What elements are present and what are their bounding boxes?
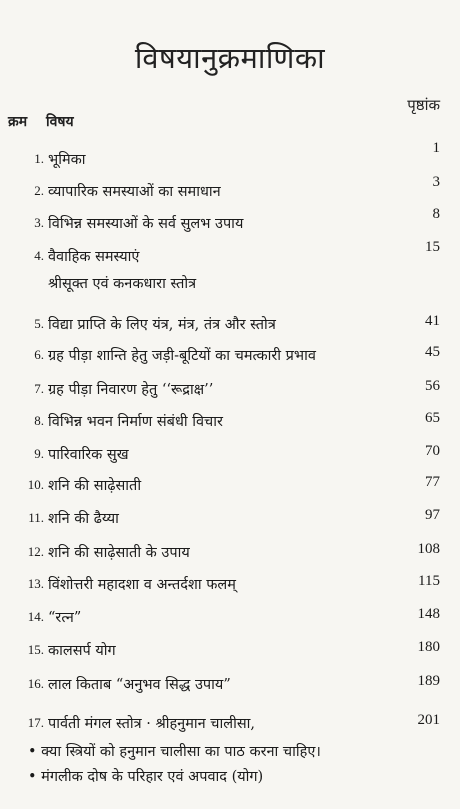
toc-row	[0, 573, 460, 597]
toc-row-subject: ग्रह पीड़ा निवारण हेतु ‘‘रूद्राक्ष’’	[48, 382, 214, 398]
toc-row	[0, 206, 460, 236]
toc-row	[0, 174, 460, 204]
toc-row-number: 9.	[34, 446, 44, 461]
toc-row-number: 11.	[28, 510, 44, 525]
toc-row-page: 56	[425, 378, 440, 394]
toc-row	[0, 443, 460, 467]
toc-row	[0, 239, 460, 292]
toc-row	[0, 410, 460, 434]
toc-row-subject: शनि की साढ़ेसाती	[48, 478, 142, 494]
toc-row-page: 70	[425, 443, 440, 459]
toc-row-page: 45	[425, 344, 440, 360]
toc-row	[0, 606, 460, 630]
toc-row-subline: श्रीसूक्त एवं कनकधारा स्तोत्र	[48, 276, 197, 292]
toc-row-page: 108	[417, 541, 440, 557]
column-header-number: क्रम	[8, 114, 28, 130]
page-title: विषयानुक्रमाणिका	[134, 41, 326, 75]
toc-row-number: 7.	[34, 381, 44, 396]
toc-row-number: 4.	[34, 248, 44, 263]
toc-row	[0, 344, 460, 368]
toc-row-page: 8	[432, 206, 440, 222]
toc-row	[0, 639, 460, 663]
toc-row	[0, 378, 460, 402]
toc-row-subject: शनि की ढैय्या	[48, 511, 119, 527]
toc-row-subject: लाल किताब “अनुभव सिद्ध उपाय”	[48, 677, 231, 693]
toc-row	[0, 507, 460, 531]
toc-row-number: 6.	[34, 347, 44, 362]
toc-row-subject: पार्वती मंगल स्तोत्र · श्रीहनुमान चालीसा,	[48, 716, 256, 732]
toc-row-subject: विभिन्न भवन निर्माण संबंधी विचार	[48, 414, 223, 430]
toc-row-subject: “रत्न”	[48, 610, 82, 626]
toc-row-number: 3.	[34, 215, 44, 230]
toc-row	[0, 712, 460, 736]
toc-row-subject: भूमिका	[48, 152, 86, 168]
toc-row	[0, 541, 460, 565]
toc-row-subject: विभिन्न समस्याओं के सर्व सुलभ उपाय	[48, 216, 244, 232]
toc-row-number: 15.	[27, 642, 44, 657]
toc-row-page: 189	[417, 673, 440, 689]
toc-row-page: 1	[432, 140, 440, 156]
toc-row-subject: विद्या प्राप्ति के लिए यंत्र, मंत्र, तंत्र और स्तोत्र	[48, 317, 276, 333]
toc-row-subject: कालसर्प योग	[48, 643, 116, 659]
toc-row-page: 77	[425, 474, 440, 490]
toc-row	[0, 673, 460, 697]
toc-row-subject: ग्रह पीड़ा शान्ति हेतु जड़ी-बूटियों का चमत्कारी प्रभाव	[48, 348, 316, 364]
toc-row-number: 10.	[27, 477, 44, 492]
column-header-page: पृष्ठांक	[407, 96, 440, 114]
toc-row-page: 148	[417, 606, 440, 622]
toc-row-subject: वैवाहिक समस्याएं	[48, 249, 140, 265]
toc-row-page: 115	[418, 573, 440, 589]
toc-row-number: 17.	[27, 715, 44, 730]
toc-row-number: 8.	[34, 413, 44, 428]
toc-row-number: 13.	[27, 576, 44, 591]
toc-row-page: 97	[425, 507, 440, 523]
toc-row-number: 16.	[27, 676, 44, 691]
toc-row-number: 2.	[34, 183, 44, 198]
toc-row-number: 14.	[27, 609, 44, 624]
toc-row-page: 3	[432, 174, 440, 190]
toc-row-page: 201	[417, 712, 440, 728]
toc-row	[0, 313, 460, 337]
toc-row-number: 5.	[34, 316, 44, 331]
toc-row-page: 65	[425, 410, 440, 426]
toc-row-subject: व्यापारिक समस्याओं का समाधान	[48, 184, 221, 200]
toc-row-subject: शनि की साढ़ेसाती के उपाय	[48, 545, 190, 561]
column-header-subject: विषय	[46, 114, 74, 130]
toc-row-page: 15	[425, 239, 440, 255]
toc-row-subject: विंशोत्तरी महादशा व अन्तर्दशा फलम्	[48, 577, 236, 593]
toc-row	[0, 140, 460, 172]
toc-row	[0, 474, 460, 498]
toc-row-number: 1.	[34, 151, 44, 166]
bullet-item: • क्या स्त्रियों को हनुमान चालीसा का पाठ करना चाहिए।	[28, 744, 321, 760]
toc-row-page: 41	[425, 313, 440, 329]
toc-row-page: 180	[417, 639, 440, 655]
bullet-item: • मंगलीक दोष के परिहार एवं अपवाद (योग)	[28, 769, 264, 785]
toc-row-number: 12.	[27, 544, 44, 559]
toc-row-subject: पारिवारिक सुख	[48, 447, 129, 463]
